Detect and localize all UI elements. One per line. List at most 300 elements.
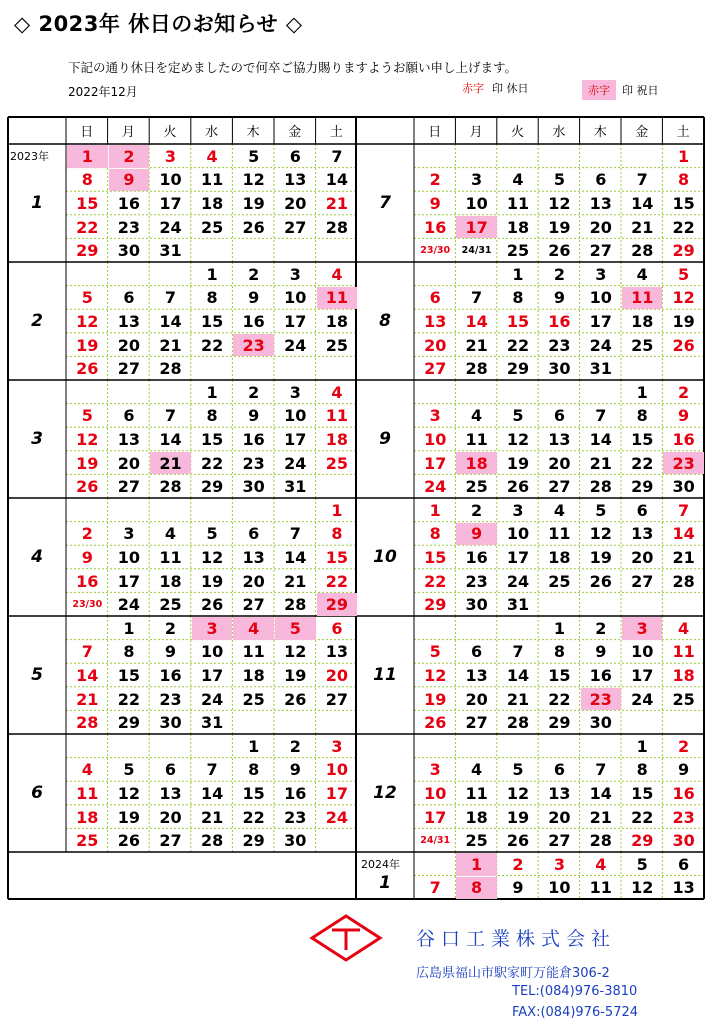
day-cell: 13 [117, 311, 141, 331]
day-cell: 17 [284, 429, 307, 449]
day-cell: 19 [506, 807, 530, 827]
day-cell: 1 [206, 382, 218, 402]
day-cell: 23 [672, 807, 695, 827]
day-cell: 9 [248, 288, 260, 308]
day-cell: 26 [506, 831, 530, 851]
day-cell: 6 [471, 642, 483, 662]
day-cell: 27 [159, 831, 182, 851]
day-cell: 22 [76, 217, 99, 237]
day-cell: 2 [553, 264, 565, 284]
weekday-header: 土 [329, 125, 343, 140]
day-cell: 11 [200, 170, 224, 190]
day-cell: 12 [76, 429, 99, 449]
weekday-header: 日 [80, 125, 94, 140]
day-cell: 10 [506, 524, 530, 544]
day-cell: 25 [465, 831, 488, 851]
day-cell: 15 [200, 311, 224, 331]
day-cell: 4 [595, 854, 607, 874]
day-cell: 10 [200, 642, 224, 662]
day-cell: 19 [672, 311, 695, 331]
day-cell: 22 [325, 571, 349, 591]
month-label-left-6: 6 [31, 783, 43, 803]
day-cell: 6 [429, 288, 441, 308]
day-cell: 20 [242, 571, 265, 591]
day-cell: 25 [672, 689, 695, 709]
day-cell: 1 [512, 264, 524, 284]
day-cell: 29 [631, 831, 654, 851]
day-cell: 16 [465, 547, 488, 567]
day-cell: 23 [663, 452, 703, 475]
day-cell: 14 [672, 524, 695, 544]
day-cell: 23 [159, 689, 182, 709]
weekday-header: 木 [593, 125, 607, 140]
month-label-right-7: 7 [379, 193, 391, 213]
day-cell: 4 [331, 264, 343, 284]
day-cell: 10 [631, 642, 654, 662]
day-cell: 29 [200, 477, 224, 497]
day-cell: 14 [159, 311, 182, 331]
day-cell: 20 [159, 807, 182, 827]
day-cell: 26 [589, 571, 612, 591]
day-cell: 5 [595, 500, 607, 520]
day-cell: 22 [200, 453, 224, 473]
day-cell: 21 [284, 571, 307, 591]
weekday-header: 火 [510, 125, 524, 140]
day-cell: 4 [164, 524, 177, 544]
day-cell: 9 [595, 642, 607, 662]
day-cell: 11 [465, 783, 488, 803]
day-cell: 5 [81, 406, 93, 426]
weekday-header: 水 [552, 125, 566, 140]
day-cell: 14 [589, 429, 612, 449]
day-cell: 2 [248, 382, 260, 402]
day-cell: 16 [242, 311, 265, 331]
day-cell: 6 [331, 618, 343, 638]
day-cell: 18 [456, 452, 496, 475]
day-cell: 17 [589, 311, 612, 331]
day-cell: 21 [159, 335, 182, 355]
day-cell: 22 [672, 217, 695, 237]
day-cell: 28 [672, 571, 695, 591]
day-cell: 6 [164, 760, 177, 780]
day-cell: 6 [123, 406, 135, 426]
day-cell: 3 [429, 760, 441, 780]
day-cell: 28 [589, 477, 612, 497]
day-cell: 2 [248, 264, 260, 284]
day-cell: 23 [284, 807, 307, 827]
month-label-right-12: 12 [373, 783, 397, 803]
day-cell: 26 [117, 831, 141, 851]
day-cell: 7 [595, 760, 607, 780]
month-label-left-5: 5 [31, 665, 43, 685]
day-cell: 8 [248, 760, 260, 780]
weekday-header: 月 [469, 125, 483, 140]
day-cell: 27 [589, 241, 612, 261]
day-cell: 20 [424, 335, 447, 355]
day-cell: 28 [159, 359, 182, 379]
day-cell: 30 [672, 831, 695, 851]
day-cell: 20 [548, 453, 571, 473]
day-cell: 8 [636, 406, 648, 426]
day-cell: 17 [325, 783, 349, 803]
day-cell: 14 [200, 783, 224, 803]
day-cell: 17 [284, 311, 307, 331]
day-cell: 21 [76, 689, 99, 709]
day-cell: 1 [456, 853, 496, 876]
day-cell: 7 [164, 406, 177, 426]
day-cell: 11 [589, 878, 612, 898]
day-cell: 9 [678, 406, 690, 426]
day-cell: 17 [200, 665, 224, 685]
day-cell: 20 [325, 665, 349, 685]
day-cell: 26 [76, 359, 99, 379]
day-cell: 21 [589, 453, 612, 473]
day-cell: 9 [81, 547, 93, 567]
weekday-header: 火 [163, 125, 177, 140]
day-cell: 6 [123, 288, 135, 308]
day-cell: 20 [465, 689, 488, 709]
day-cell: 1 [67, 145, 108, 168]
day-cell: 22 [242, 807, 265, 827]
day-cell: 7 [331, 146, 343, 166]
day-cell: 4 [471, 760, 483, 780]
day-cell: 8 [123, 642, 135, 662]
day-cell: 22 [631, 453, 654, 473]
month-label-left-2: 2 [31, 311, 43, 331]
day-cell: 23 [581, 688, 621, 711]
day-cell: 16 [672, 429, 695, 449]
day-cell: 23/30 [72, 599, 103, 611]
day-cell: 18 [548, 547, 571, 567]
day-cell: 31 [589, 359, 612, 379]
intro-text: 下記の通り休日を定めましたので何卒ご協力賜りますようお願い申し上げます。 [68, 60, 518, 75]
day-cell: 21 [325, 193, 349, 213]
day-cell: 25 [506, 241, 530, 261]
day-cell: 1 [331, 500, 343, 520]
day-cell: 10 [589, 288, 612, 308]
day-cell: 15 [672, 193, 695, 213]
day-cell: 11 [159, 547, 182, 567]
day-cell: 3 [622, 617, 662, 640]
day-cell: 28 [76, 713, 99, 733]
day-cell: 31 [200, 713, 224, 733]
legend-pink-sample: 赤字 [582, 80, 616, 100]
day-cell: 28 [506, 713, 530, 733]
day-cell: 26 [200, 595, 224, 615]
day-cell: 23 [242, 453, 265, 473]
day-cell: 18 [672, 665, 695, 685]
day-cell: 21 [672, 547, 695, 567]
day-cell: 23 [465, 571, 488, 591]
day-cell: 23 [233, 334, 274, 357]
day-cell: 9 [512, 878, 524, 898]
day-cell: 1 [429, 500, 441, 520]
day-cell: 26 [548, 241, 571, 261]
day-cell: 4 [553, 500, 565, 520]
weekday-header: 水 [205, 125, 219, 140]
day-cell: 5 [81, 288, 93, 308]
day-cell: 21 [589, 807, 612, 827]
day-cell: 7 [471, 288, 483, 308]
day-cell: 1 [553, 618, 565, 638]
day-cell: 24 [284, 335, 307, 355]
year-label-2023: 2023年 [10, 150, 49, 163]
month-label-left-4: 4 [31, 547, 43, 567]
day-cell: 2 [678, 382, 690, 402]
day-cell: 26 [284, 689, 307, 709]
day-cell: 11 [317, 287, 358, 310]
day-cell: 19 [589, 547, 612, 567]
day-cell: 18 [242, 665, 265, 685]
day-cell: 12 [424, 665, 447, 685]
day-cell: 13 [548, 429, 571, 449]
day-cell: 20 [284, 193, 307, 213]
day-cell: 19 [506, 453, 530, 473]
day-cell: 10 [424, 783, 447, 803]
day-cell: 17 [159, 193, 182, 213]
day-cell: 17 [424, 453, 447, 473]
day-cell: 2 [678, 736, 690, 756]
company-name: 谷口工業株式会社 [416, 928, 617, 950]
day-cell: 11 [76, 783, 99, 803]
day-cell: 16 [76, 571, 99, 591]
day-cell: 28 [284, 595, 307, 615]
day-cell: 1 [123, 618, 135, 638]
day-cell: 9 [678, 760, 690, 780]
day-cell: 12 [200, 547, 224, 567]
day-cell: 4 [471, 406, 483, 426]
day-cell: 9 [164, 642, 177, 662]
weekday-header: 木 [246, 125, 260, 140]
day-cell: 18 [200, 193, 224, 213]
day-cell: 21 [465, 335, 488, 355]
day-cell: 30 [242, 477, 265, 497]
day-cell: 5 [248, 146, 260, 166]
day-cell: 16 [242, 429, 265, 449]
day-cell: 27 [548, 477, 571, 497]
company-fax: FAX:(084)976-5724 [512, 1005, 639, 1020]
day-cell: 10 [424, 429, 447, 449]
day-cell: 10 [284, 288, 307, 308]
day-cell: 15 [424, 547, 447, 567]
day-cell: 21 [150, 452, 191, 475]
month-label-right-10: 10 [373, 547, 397, 567]
day-cell: 3 [553, 854, 565, 874]
company-logo [306, 912, 386, 962]
day-cell: 9 [109, 169, 150, 192]
day-cell: 3 [289, 264, 301, 284]
day-cell: 20 [589, 217, 612, 237]
day-cell: 8 [81, 170, 93, 190]
day-cell: 7 [595, 406, 607, 426]
month-label-2024-1: 1 [379, 873, 391, 894]
day-cell: 13 [672, 878, 695, 898]
day-cell: 17 [117, 571, 141, 591]
company-address: 広島県福山市駅家町万能倉306-2 [416, 966, 610, 981]
day-cell: 7 [429, 878, 441, 898]
day-cell: 5 [206, 524, 218, 544]
day-cell: 20 [117, 453, 141, 473]
day-cell: 23/30 [420, 245, 451, 257]
day-cell: 8 [429, 524, 441, 544]
day-cell: 13 [159, 783, 182, 803]
day-cell: 1 [206, 264, 218, 284]
day-cell: 4 [678, 618, 690, 638]
day-cell: 25 [325, 335, 349, 355]
day-cell: 29 [631, 477, 654, 497]
day-cell: 28 [325, 217, 349, 237]
day-cell: 12 [76, 311, 99, 331]
day-cell: 30 [548, 359, 571, 379]
day-cell: 19 [284, 665, 307, 685]
day-cell: 10 [117, 547, 141, 567]
day-cell: 2 [429, 170, 441, 190]
day-cell: 5 [275, 617, 316, 640]
day-cell: 26 [672, 335, 695, 355]
day-cell: 26 [424, 713, 447, 733]
day-cell: 25 [465, 477, 488, 497]
day-cell: 26 [506, 477, 530, 497]
day-cell: 13 [284, 170, 307, 190]
day-cell: 6 [678, 854, 690, 874]
day-cell: 15 [200, 429, 224, 449]
day-cell: 27 [117, 359, 141, 379]
day-cell: 14 [159, 429, 182, 449]
weekday-header: 日 [428, 125, 442, 140]
day-cell: 24 [424, 477, 447, 497]
day-cell: 3 [192, 617, 233, 640]
day-cell: 14 [631, 193, 654, 213]
weekday-header: 土 [676, 125, 690, 140]
day-cell: 28 [589, 831, 612, 851]
day-cell: 4 [636, 264, 648, 284]
day-cell: 19 [200, 571, 224, 591]
day-cell: 29 [672, 241, 695, 261]
day-cell: 2 [595, 618, 607, 638]
day-cell: 15 [631, 783, 654, 803]
day-cell: 10 [284, 406, 307, 426]
day-cell: 16 [548, 311, 571, 331]
day-cell: 14 [506, 665, 530, 685]
day-cell: 9 [429, 193, 441, 213]
day-cell: 27 [424, 359, 447, 379]
day-cell: 12 [117, 783, 141, 803]
day-cell: 23 [548, 335, 571, 355]
day-cell: 27 [284, 217, 307, 237]
day-cell: 19 [548, 217, 571, 237]
day-cell: 18 [631, 311, 654, 331]
day-cell: 10 [325, 760, 349, 780]
month-label-left-1: 1 [31, 193, 43, 213]
weekday-header: 月 [121, 125, 135, 140]
day-cell: 2 [512, 854, 524, 874]
day-cell: 25 [548, 571, 571, 591]
day-cell: 7 [164, 288, 177, 308]
day-cell: 7 [81, 642, 93, 662]
day-cell: 15 [242, 783, 265, 803]
day-cell: 30 [159, 713, 182, 733]
day-cell: 5 [512, 406, 524, 426]
issue-date: 2022年12月 [68, 85, 138, 99]
day-cell: 19 [242, 193, 265, 213]
month-label-right-8: 8 [379, 311, 391, 331]
day-cell: 12 [284, 642, 307, 662]
day-cell: 4 [206, 146, 218, 166]
day-cell: 14 [284, 547, 307, 567]
day-cell: 12 [506, 783, 530, 803]
day-cell: 14 [589, 783, 612, 803]
day-cell: 15 [76, 193, 99, 213]
day-cell: 30 [465, 595, 488, 615]
day-cell: 18 [325, 311, 349, 331]
day-cell: 3 [331, 736, 343, 756]
day-cell: 5 [429, 642, 441, 662]
day-cell: 24 [589, 335, 612, 355]
day-cell: 30 [284, 831, 307, 851]
day-cell: 17 [424, 807, 447, 827]
day-cell: 30 [672, 477, 695, 497]
day-cell: 16 [589, 665, 612, 685]
day-cell: 13 [325, 642, 349, 662]
day-cell: 6 [553, 760, 565, 780]
day-cell: 11 [622, 287, 662, 310]
day-cell: 18 [465, 807, 488, 827]
day-cell: 8 [206, 406, 218, 426]
day-cell: 31 [506, 595, 530, 615]
day-cell: 16 [159, 665, 182, 685]
day-cell: 1 [636, 736, 648, 756]
day-cell: 2 [81, 524, 93, 544]
day-cell: 18 [325, 429, 349, 449]
legend-pink-label: 印 祝日 [622, 84, 659, 97]
day-cell: 1 [248, 736, 260, 756]
day-cell: 28 [631, 241, 654, 261]
day-cell: 1 [678, 146, 690, 166]
day-cell: 30 [117, 241, 141, 261]
day-cell: 6 [289, 146, 301, 166]
day-cell: 14 [76, 665, 99, 685]
day-cell: 5 [123, 760, 135, 780]
day-cell: 11 [325, 406, 349, 426]
day-cell: 24/31 [420, 835, 451, 847]
day-cell: 3 [429, 406, 441, 426]
day-cell: 15 [506, 311, 530, 331]
day-cell: 6 [553, 406, 565, 426]
day-cell: 6 [595, 170, 607, 190]
day-cell: 19 [117, 807, 141, 827]
day-cell: 19 [76, 335, 99, 355]
day-cell: 16 [117, 193, 141, 213]
day-cell: 29 [76, 241, 99, 261]
day-cell: 25 [631, 335, 654, 355]
day-cell: 25 [242, 689, 265, 709]
day-cell: 20 [548, 807, 571, 827]
day-cell: 29 [317, 593, 358, 616]
day-cell: 22 [117, 689, 141, 709]
day-cell: 3 [595, 264, 607, 284]
day-cell: 28 [465, 359, 488, 379]
day-cell: 11 [465, 429, 488, 449]
day-cell: 8 [678, 170, 690, 190]
day-cell: 13 [548, 783, 571, 803]
day-cell: 20 [117, 335, 141, 355]
day-cell: 27 [242, 595, 265, 615]
day-cell: 8 [553, 642, 565, 662]
day-cell: 18 [506, 217, 530, 237]
day-cell: 9 [456, 523, 496, 546]
day-cell: 9 [553, 288, 565, 308]
day-cell: 12 [631, 878, 654, 898]
